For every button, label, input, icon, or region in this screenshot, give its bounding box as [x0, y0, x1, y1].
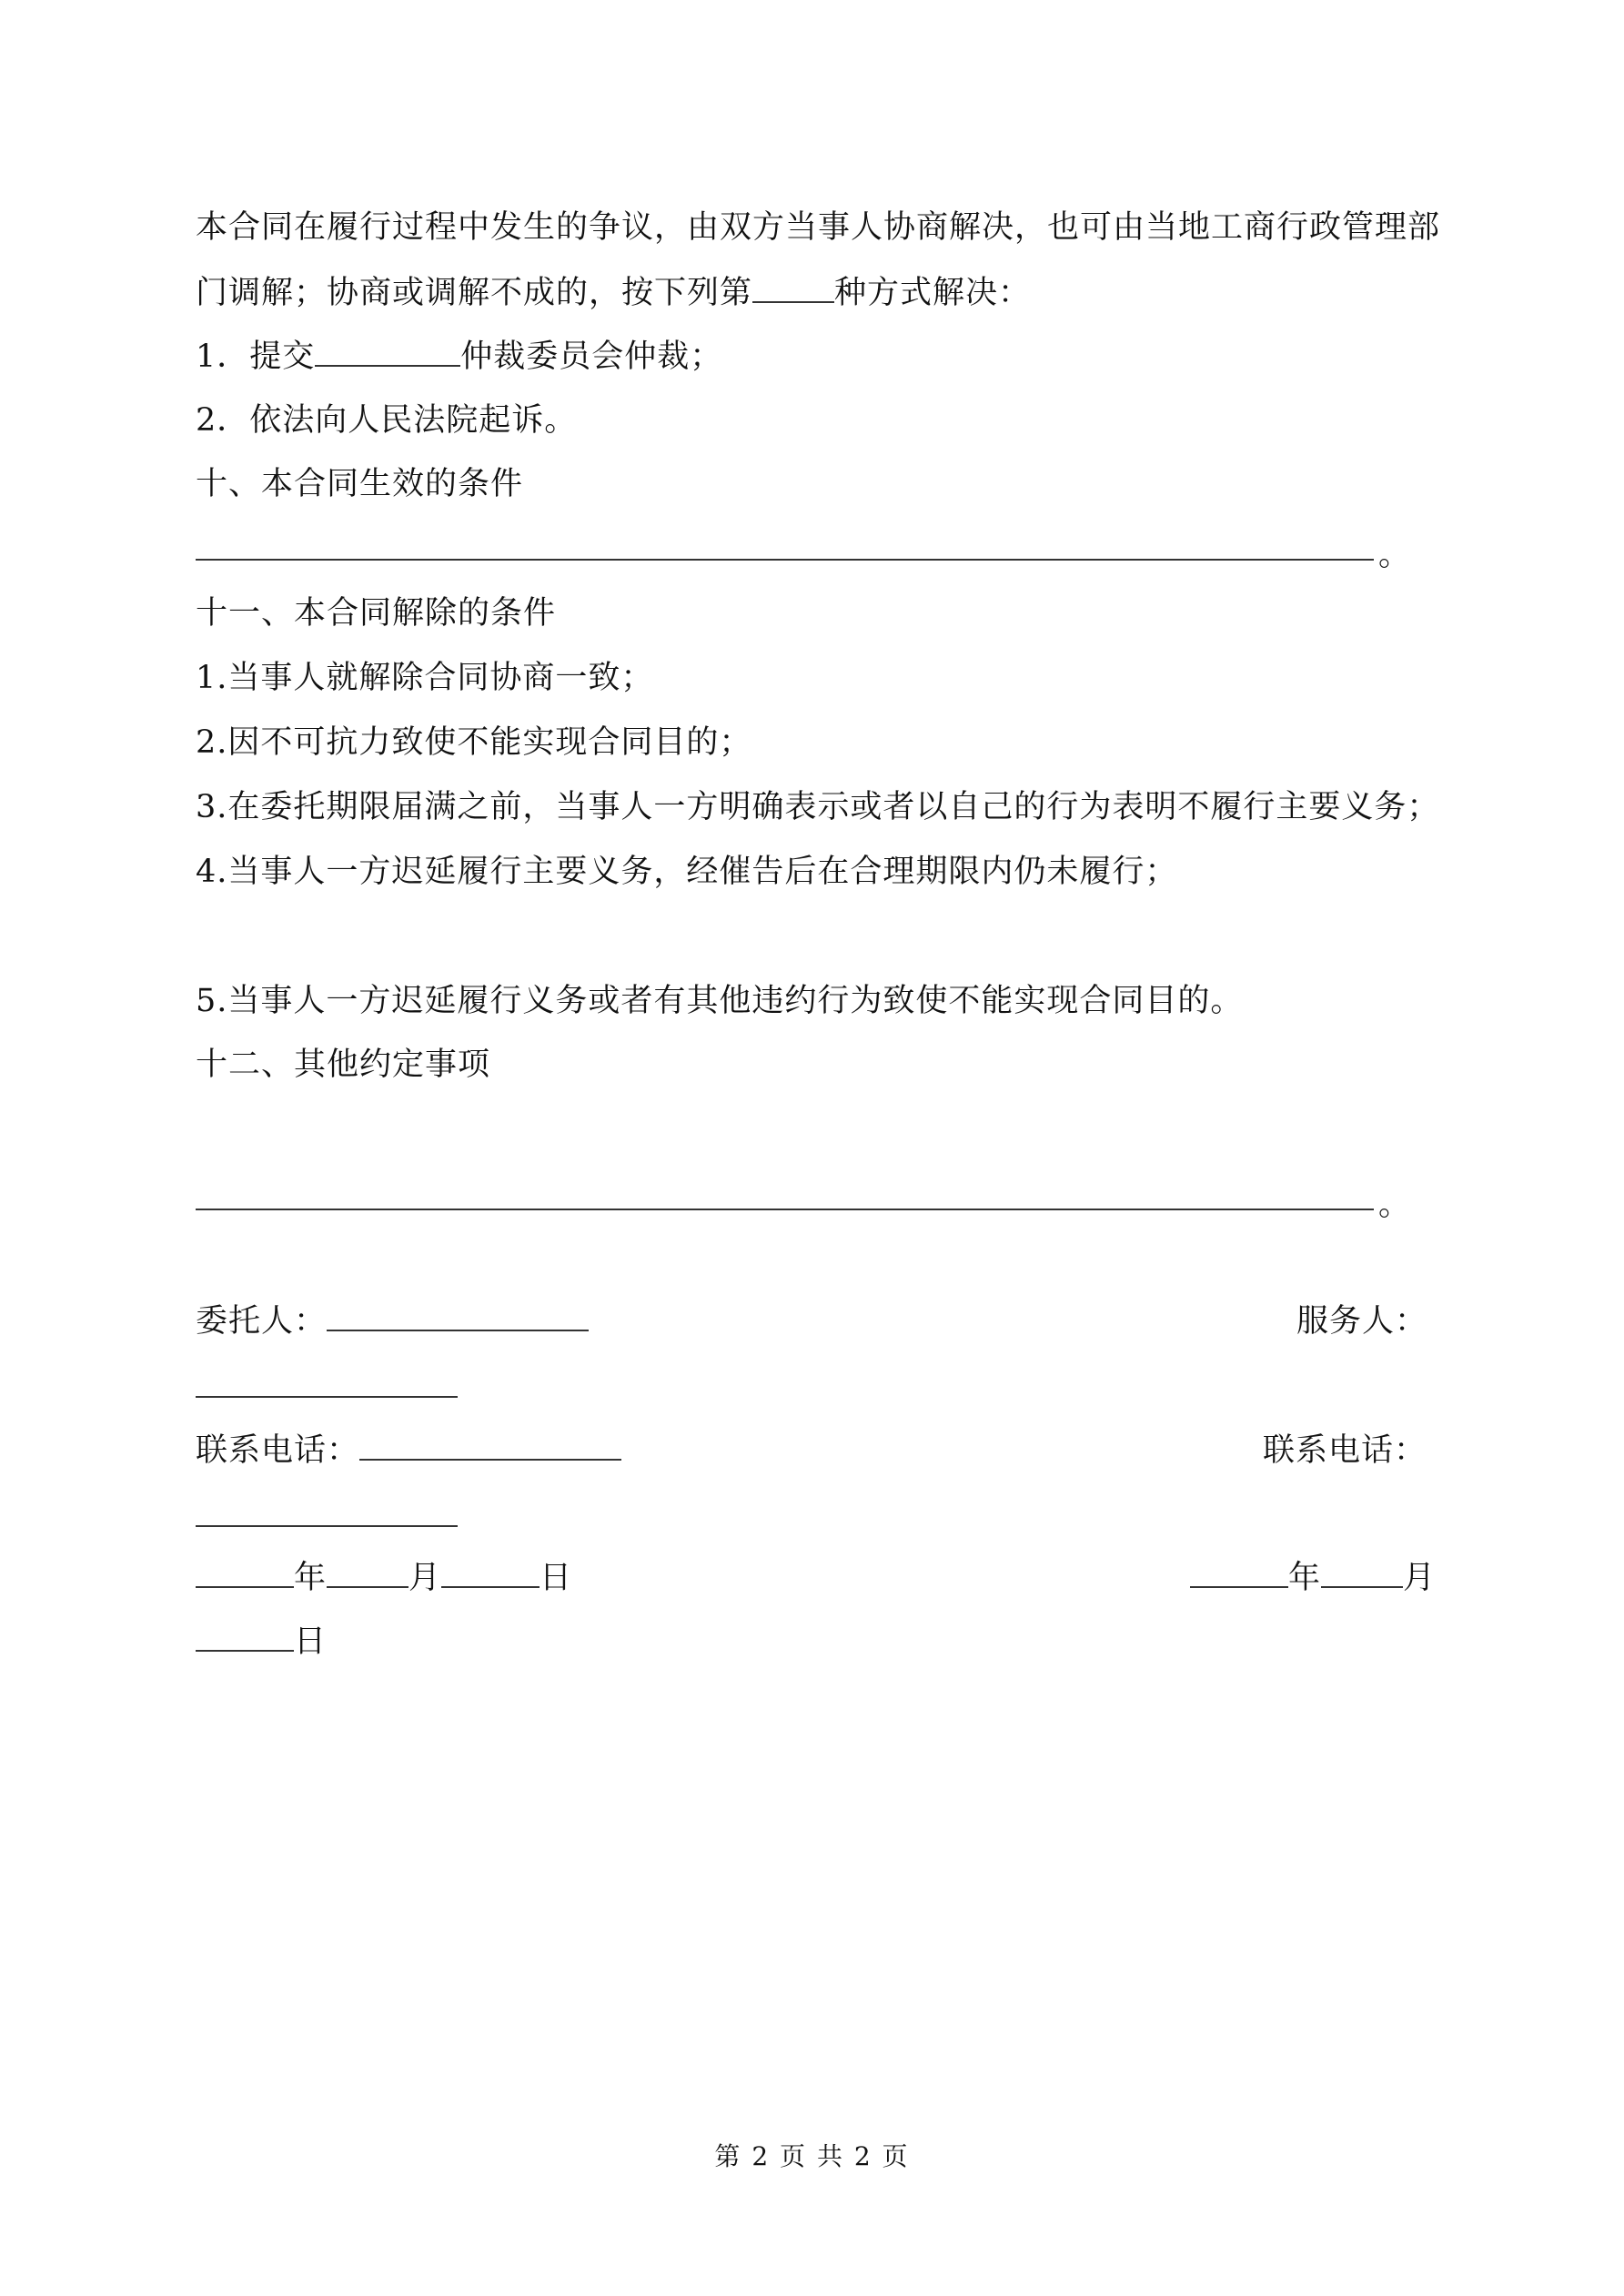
server-date — [1190, 1558, 1436, 1598]
option-2: 2．依法向人民法院起诉。 — [196, 402, 578, 439]
page-number-footer: 第 2 页 共 2 页 — [714, 2141, 910, 2171]
section-11-item: 1.当事人就解除合同协商一致； — [196, 660, 654, 696]
section-11-item: 2.因不可抗力致使不能实现合同目的； — [196, 724, 752, 761]
section-11-item: 4.当事人一方迟延履行主要义务，经催告后在合理期限内仍未履行； — [196, 854, 1178, 890]
section-10-fill-line[interactable] — [196, 559, 1374, 561]
option-1 — [196, 337, 722, 377]
server-name-blank[interactable] — [196, 1369, 458, 1398]
client-month-label: 月 — [409, 1560, 442, 1596]
section-11-heading: 十一、本合同解除的条件 — [196, 595, 557, 632]
dispute-line-2 — [196, 273, 1031, 313]
server-day-label: 日 — [294, 1623, 328, 1660]
dispute-line-1: 本合同在履行过程中发生的争议，由双方当事人协商解决，也可由当地工商行政管理部 — [196, 209, 1441, 246]
server-month-label: 月 — [1403, 1560, 1437, 1596]
arbitration-committee-blank[interactable] — [315, 338, 460, 367]
client-phone-label: 联系电话： — [196, 1432, 360, 1469]
client-phone — [196, 1431, 621, 1471]
dispute-line-2-suffix: 种方式解决： — [834, 275, 1032, 311]
server-phone-blank[interactable] — [196, 1498, 458, 1527]
dispute-line-2-prefix: 门调解；协商或调解不成的，按下列第 — [196, 275, 753, 311]
section-10-heading: 十、本合同生效的条件 — [196, 466, 524, 502]
client-label: 委托人： — [196, 1303, 328, 1340]
server-year-label: 年 — [1288, 1560, 1322, 1596]
server-date-day — [196, 1622, 327, 1662]
section-12-fill-line[interactable] — [196, 1209, 1374, 1210]
section-10-end-mark: 。 — [1378, 537, 1411, 573]
client-year-label: 年 — [294, 1560, 328, 1596]
client-month-blank[interactable] — [327, 1559, 409, 1588]
client-day-blank[interactable] — [441, 1559, 540, 1588]
client-phone-blank[interactable] — [359, 1431, 621, 1461]
client-signature — [196, 1301, 589, 1341]
server-day-blank[interactable] — [196, 1623, 294, 1652]
server-year-blank[interactable] — [1190, 1559, 1288, 1588]
section-11-item: 5.当事人一方迟延履行义务或者有其他违约行为致使不能实现合同目的。 — [196, 983, 1244, 1019]
client-date — [196, 1558, 572, 1598]
option-1-suffix: 仲裁委员会仲裁； — [460, 339, 723, 375]
method-number-blank[interactable] — [752, 274, 834, 303]
client-year-blank[interactable] — [196, 1559, 294, 1588]
option-1-prefix: 1．提交 — [196, 339, 316, 375]
server-month-blank[interactable] — [1321, 1559, 1403, 1588]
section-11-item: 3.在委托期限届满之前，当事人一方明确表示或者以自己的行为表明不履行主要义务； — [196, 789, 1440, 825]
section-12-end-mark: 。 — [1378, 1187, 1411, 1223]
client-name-blank[interactable] — [327, 1302, 589, 1331]
server-label: 服务人： — [1296, 1303, 1428, 1340]
section-12-heading: 十二、其他约定事项 — [196, 1047, 491, 1083]
server-phone-label: 联系电话： — [1263, 1432, 1427, 1469]
client-day-label: 日 — [540, 1560, 573, 1596]
